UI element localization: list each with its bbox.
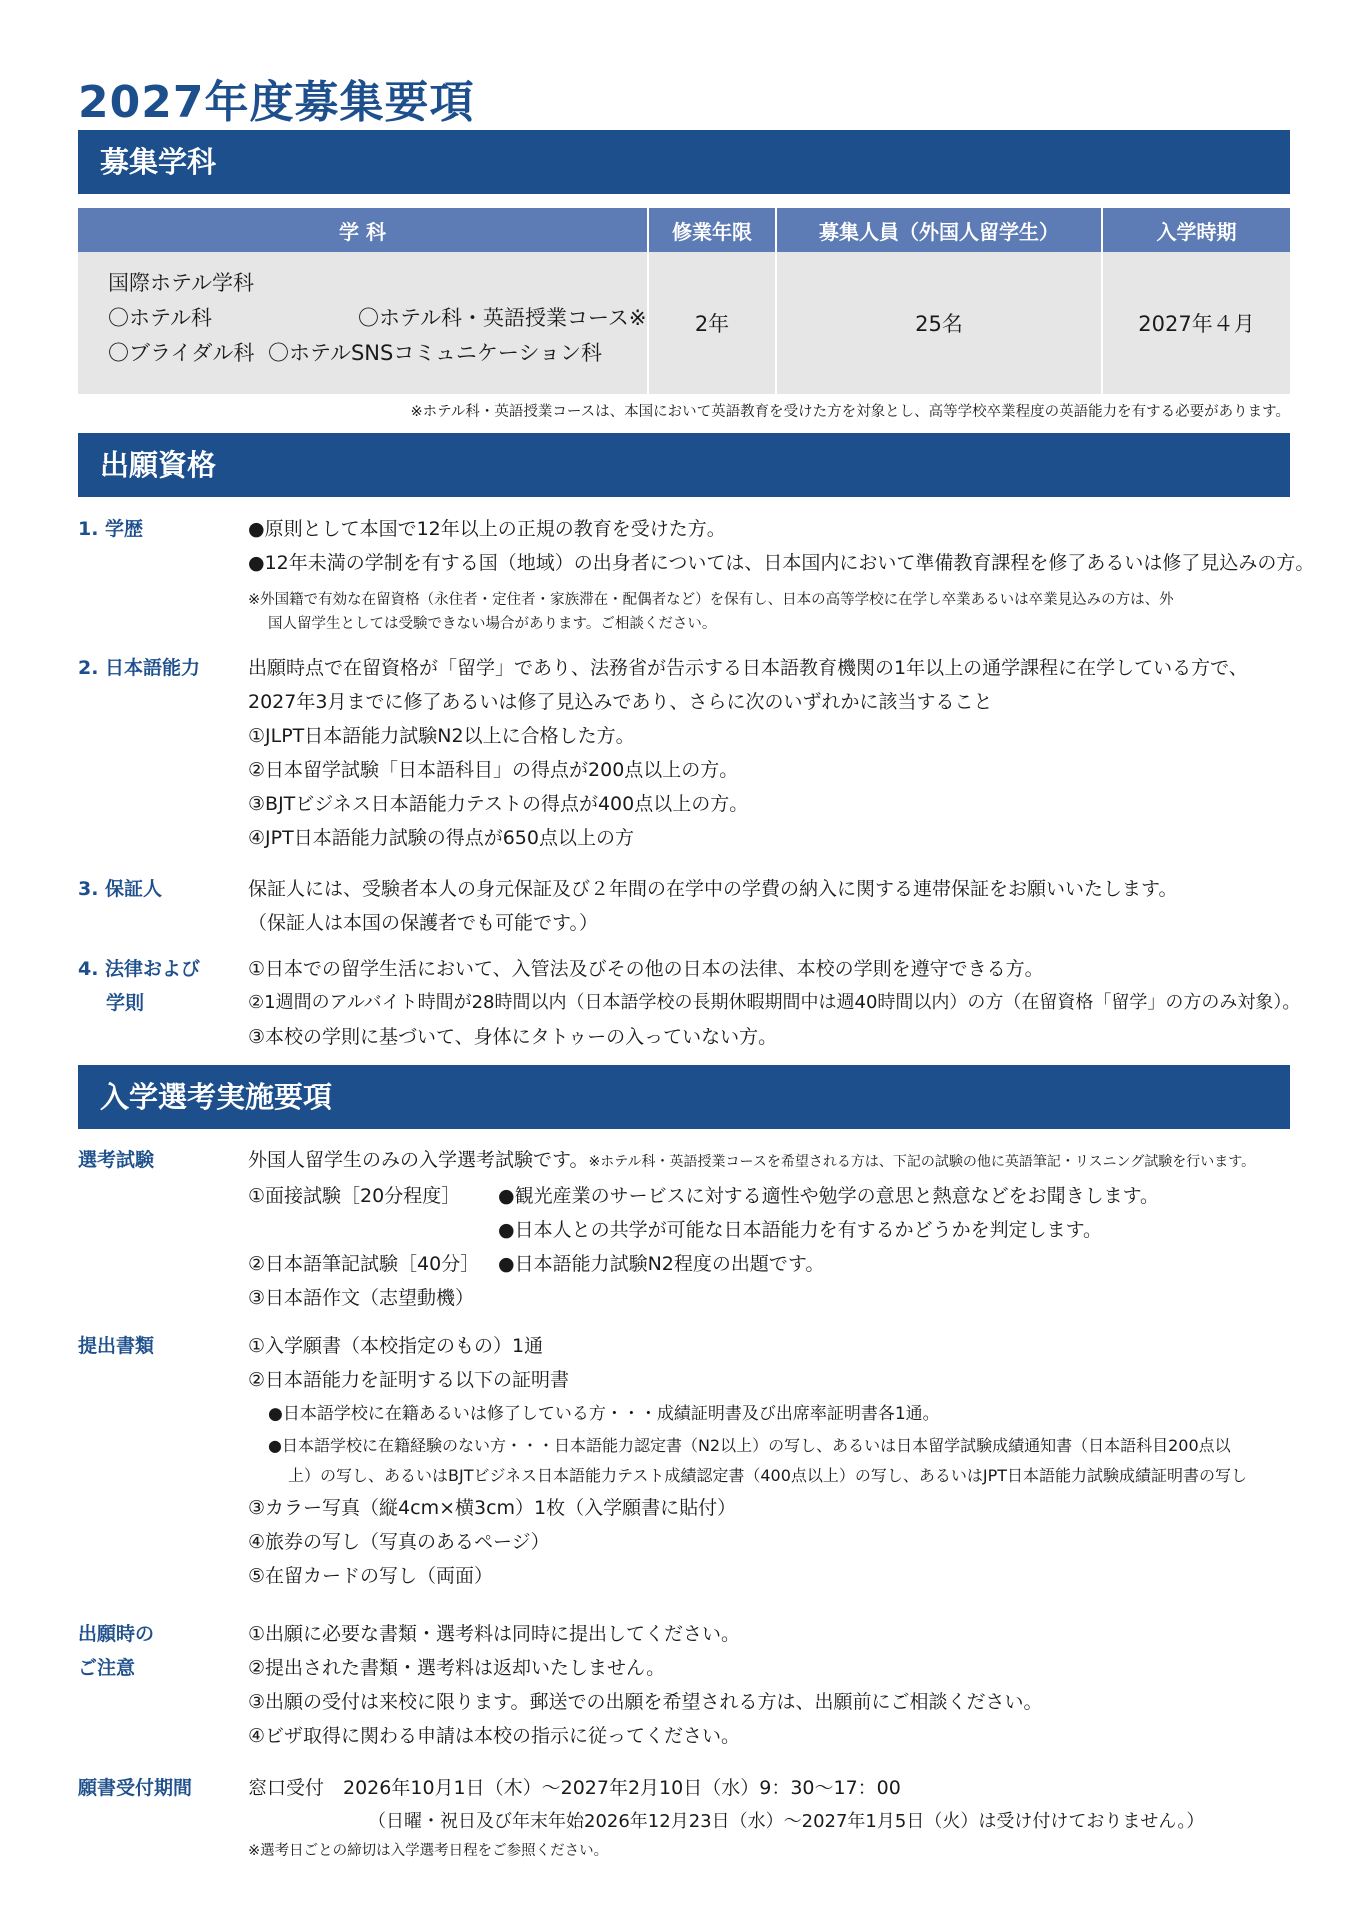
period-body [248,1771,1293,1863]
label-law-line1: 4. 法律および [78,958,201,980]
exam-body [248,1143,1293,1315]
law-body [248,952,1301,1054]
law-line: ①日本での留学生活において、入管法及びその他の日本の法律、本校の学則を遵守できる方。 [248,958,1044,980]
japanese-line: ①JLPT日本語能力試験N2以上に合格した方。 [248,725,635,747]
documents-bullet: ●日本語学校に在籍経験のない方・・・日本語能力認定書（N2以上）の写し、あるいは日本留学試験成績通知書（日本語科目200点以 [268,1436,1231,1455]
documents-line: ⑤在留カードの写し（両面） [248,1565,494,1587]
education-line: ●12年未満の学制を有する国（地域）の出身者については、日本国内において準備教育課程を修了あるいは修了見込みの方。 [248,552,1315,574]
japanese-line: ②日本留学試験「日本語科目」の得点が200点以上の方。 [248,759,739,781]
department-cell [78,252,648,394]
period-line: 窓口受付 2026年10月1日（木）～2027年2月10日（水）9：30～17：00 [248,1777,901,1799]
documents-body [248,1329,1293,1593]
label-guarantor: 3. 保証人 [78,878,163,900]
guarantor-body [248,872,1293,940]
label-law-line2: 学則 [106,992,145,1014]
law-line: ②1週間のアルバイト時間が28時間以内（日本語学校の長期休暇期間中は週40時間以内）の方（在留資格「留学」の方のみ対象）。 [248,992,1301,1013]
guarantor-line: 保証人には、受験者本人の身元保証及び２年間の在学中の学費の納入に関する連帯保証をお願いいたします。 [248,878,1178,900]
notice-body [248,1617,1293,1753]
label-notice-line2: ご注意 [78,1657,136,1679]
period-note: ※選考日ごとの締切は入学選考日程をご参照ください。 [248,1843,609,1859]
label-exam: 選考試験 [78,1149,155,1171]
header-enrollment: 入学時期 [1102,208,1290,252]
label-notice-line1: 出願時の [78,1623,155,1645]
capacity-cell: 25名 [776,252,1102,394]
label-education: 1. 学歴 [78,518,144,540]
exam-item-name: ①面接試験［20分程度］ [248,1185,461,1207]
notice-line: ①出願に必要な書類・選考料は同時に提出してください。 [248,1623,741,1645]
years-cell: 2年 [648,252,776,394]
documents-line: ②日本語能力を証明する以下の証明書 [248,1369,570,1391]
law-line: ③本校の学則に基づいて、身体にタトゥーの入っていない方。 [248,1026,778,1048]
label-notice [78,1617,154,1685]
header-capacity: 募集人員（外国人留学生） [776,208,1102,252]
exam-item-name: ②日本語筆記試験［40分］ [248,1253,480,1275]
education-body [248,512,1315,636]
course-hotel-english: 〇ホテル科・英語授業コース※ [358,306,647,330]
exam-intro-note: ※ホテル科・英語授業コースを希望される方は、下記の試験の他に英語筆記・リスニング試験を行います。 [588,1154,1256,1170]
japanese-line: ④JPT日本語能力試験の得点が650点以上の方 [248,827,634,849]
guarantor-line: （保証人は本国の保護者でも可能です。） [248,912,598,934]
notice-line: ③出願の受付は来校に限ります。郵送での出願を希望される方は、出願前にご相談ください。 [248,1691,1043,1713]
label-japanese-ability: 2. 日本語能力 [78,657,201,679]
japanese-line: ③BJTビジネス日本語能力テストの得点が400点以上の方。 [248,793,749,815]
label-documents: 提出書類 [78,1335,155,1357]
period-line: （日曜・祝日及び年末年始2026年12月23日（水）～2027年1月5日（火）は受け付けておりません。） [368,1811,1205,1832]
header-years: 修業年限 [648,208,776,252]
education-line: ●原則として本国で12年以上の正規の教育を受けた方。 [248,518,726,540]
japanese-line: 2027年3月までに修了あるいは修了見込みであり、さらに次のいずれかに該当すること [248,691,993,713]
exam-intro: 外国人留学生のみの入学選考試験です。 [248,1149,589,1171]
enrollment-cell: 2027年４月 [1102,252,1290,394]
label-application-period: 願書受付期間 [78,1777,193,1799]
course-hotel: 〇ホテル科 [108,306,212,330]
course-bridal: 〇ブライダル科 [108,341,255,365]
section-header-eligibility: 出願資格 [78,433,1290,497]
japanese-line: 出願時点で在留資格が「留学」であり、法務省が告示する日本語教育機関の1年以上の通学課程に在学している方で、 [248,657,1248,679]
exam-item-desc: ●日本人との共学が可能な日本語能力を有するかどうかを判定します。 [498,1219,1103,1241]
header-department: 学 科 [78,208,648,252]
documents-bullet: 上）の写し、あるいはBJTビジネス日本語能力テスト成績認定書（400点以上）の写し、あるいはJPT日本語能力試験成績証明書の写し [288,1466,1248,1485]
documents-line: ③カラー写真（縦4cm×横3cm）1枚（入学願書に貼付） [248,1497,737,1519]
notice-line: ②提出された書類・選考料は返却いたしません。 [248,1657,666,1679]
section-header-selection: 入学選考実施要項 [78,1065,1290,1129]
section-header-departments: 募集学科 [78,130,1290,194]
documents-bullet: ●日本語学校に在籍あるいは修了している方・・・成績証明書及び出席率証明書各1通。 [268,1404,940,1424]
english-course-note: ※ホテル科・英語授業コースは、本国において英語教育を受けた方を対象とし、高等学校卒業程度の英語能力を有する必要があります。 [410,404,1290,420]
exam-item-desc: ●日本語能力試験N2程度の出題です。 [498,1253,825,1275]
education-note: 国人留学生としては受験できない場合があります。ご相談ください。 [268,616,717,632]
notice-line: ④ビザ取得に関わる申請は本校の指示に従ってください。 [248,1725,741,1747]
department-table [78,208,1290,394]
japanese-body [248,651,1293,855]
documents-line: ④旅券の写し（写真のあるページ） [248,1531,550,1553]
documents-line: ①入学願書（本校指定のもの）1通 [248,1335,544,1357]
page-title: 2027年度募集要項 [78,77,475,128]
exam-item-desc: ●観光産業のサービスに対する適性や勉学の意思と熱意などをお聞きします。 [498,1185,1160,1207]
exam-item-name: ③日本語作文（志望動機） [248,1287,475,1309]
education-note: ※外国籍で有効な在留資格（永住者・定住者・家族滞在・配偶者など）を保有し、日本の高等学校に在学し卒業あるいは卒業見込みの方は、外 [248,592,1174,608]
faculty-name: 国際ホテル学科 [108,271,254,295]
label-law [78,952,200,1020]
course-hotel-sns: 〇ホテルSNSコミュニケーション科 [268,341,603,365]
